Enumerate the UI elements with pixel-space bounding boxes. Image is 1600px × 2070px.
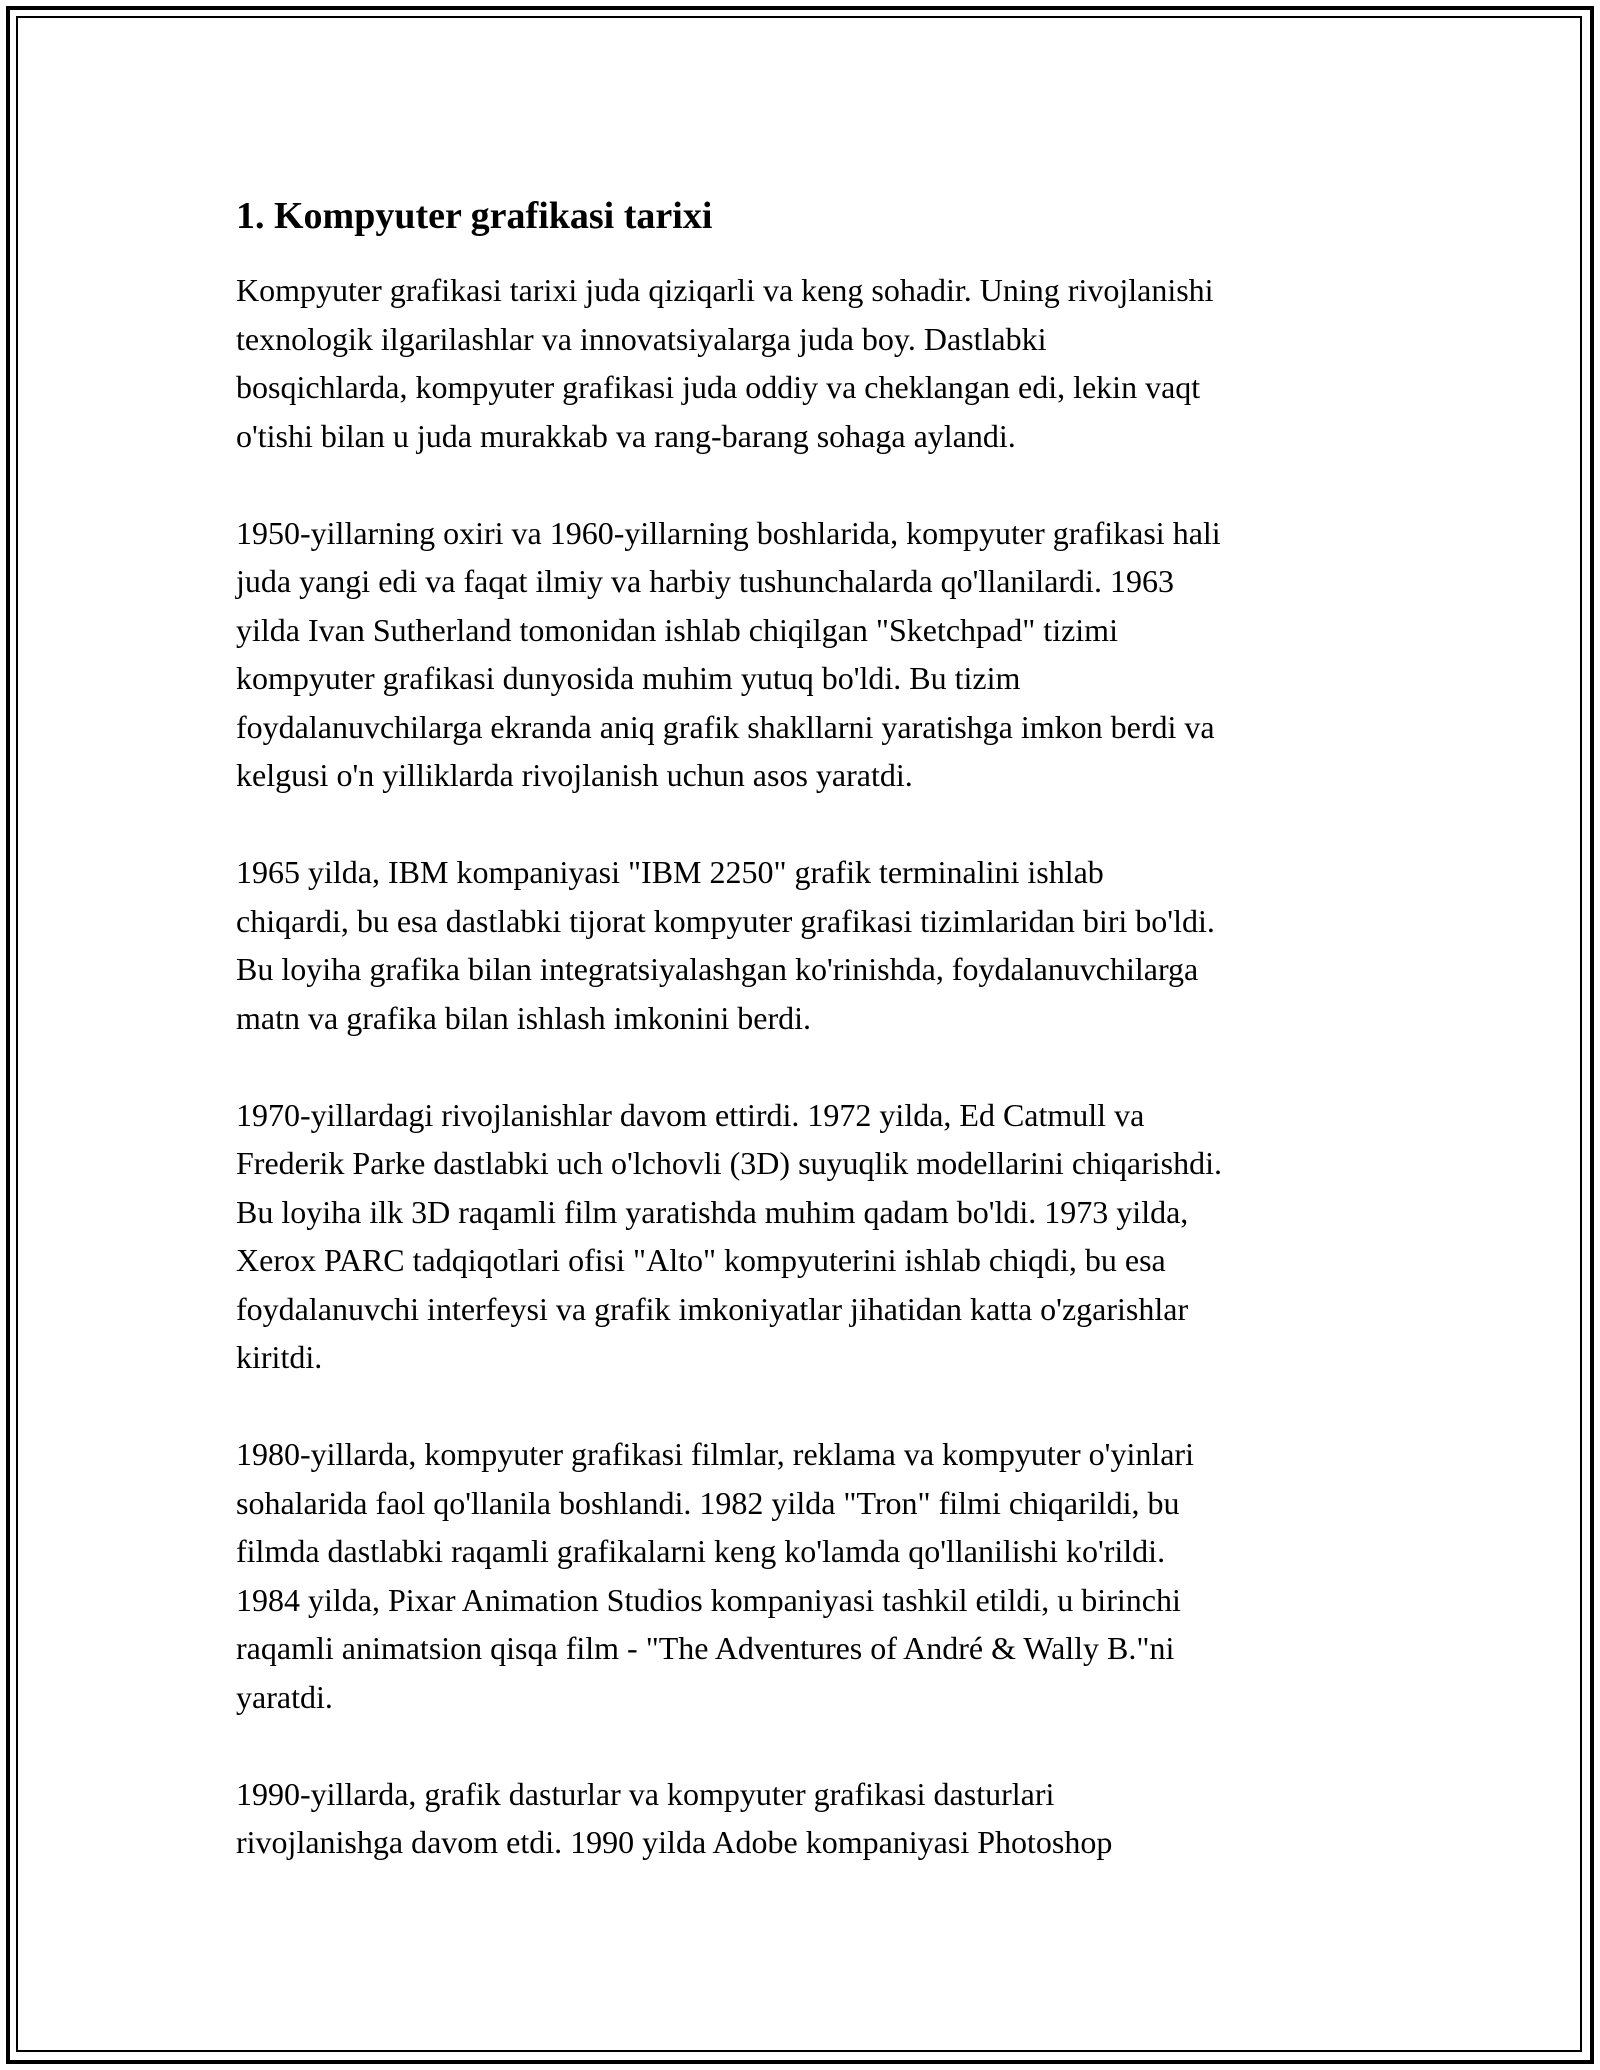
text-line: Bu loyiha ilk 3D raqamli film yaratishda muhim qadam bo'ldi. 1973 yilda, [236, 1193, 1189, 1230]
text-line: kompyuter grafikasi dunyosida muhim yutuq bo'ldi. Bu tizim [236, 660, 1021, 696]
paragraph-1970s [236, 1091, 1386, 1382]
paragraph-1965 [236, 848, 1386, 1042]
text-line: foydalanuvchi interfeysi va grafik imkoniyatlar jihatidan katta o'zgarishlar [236, 1290, 1189, 1327]
text-line: 1965 yilda, IBM kompaniyasi "IBM 2250" grafik terminalini ishlab [236, 854, 1104, 890]
text-line: Xerox PARC tadqiqotlari ofisi "Alto" kompyuterini ishlab chiqdi, bu esa [236, 1242, 1166, 1278]
text-line: bosqichlarda, kompyuter grafikasi juda oddiy va cheklangan edi, lekin vaqt [236, 369, 1201, 405]
text-line: 1950-yillarning oxiri va 1960-yillarning boshlarida, kompyuter grafikasi hali [236, 514, 1221, 551]
text-line: foydalanuvchilarga ekranda aniq grafik shakllarni yaratishga imkon berdi va [236, 708, 1215, 745]
text-line: Kompyuter grafikasi tarixi juda qiziqarli va keng sohadir. Uning rivojlanishi [236, 272, 1214, 308]
text-line: Frederik Parke dastlabki uch o'lchovli (3D) suyuqlik modellarini chiqarishdi. [236, 1145, 1222, 1181]
text-line: o'tishi bilan u juda murakkab va rang-barang sohaga aylandi. [236, 417, 1016, 454]
text-line: kelgusi o'n yilliklarda rivojlanish uchun asos yaratdi. [236, 757, 913, 793]
section-heading: 1. Kompyuter grafikasi tarixi [236, 195, 713, 237]
text-line: filmda dastlabki raqamli grafikalarni keng ko'lamda qo'llanilishi ko'rildi. [236, 1533, 1166, 1569]
text-line: 1990-yillarda, grafik dasturlar va kompyuter grafikasi dasturlari [236, 1775, 1055, 1812]
text-line: chiqardi, bu esa dastlabki tijorat kompyuter grafikasi tizimlaridan biri bo'ldi. [236, 902, 1215, 939]
paragraph-1950s [236, 509, 1386, 800]
paragraph-1980s [236, 1430, 1386, 1721]
text-line: 1980-yillarda, kompyuter grafikasi filmlar, reklama va kompyuter o'yinlari [236, 1436, 1194, 1472]
paragraph-1990s [236, 1770, 1386, 1867]
text-line: kiritdi. [236, 1339, 323, 1375]
text-line: raqamli animatsion qisqa film - "The Adventures of André & Wally B."ni [236, 1630, 1175, 1666]
text-line: 1970-yillardagi rivojlanishlar davom ettirdi. 1972 yilda, Ed Catmull va [236, 1096, 1145, 1133]
text-line: Bu loyiha grafika bilan integratsiyalashgan ko'rinishda, foydalanuvchilarga [236, 951, 1199, 987]
document-body [236, 188, 1386, 1915]
text-line: texnologik ilgarilashlar va innovatsiyalarga juda boy. Dastlabki [236, 320, 1047, 357]
text-line: yaratdi. [236, 1678, 333, 1715]
text-line: sohalarida faol qo'llanila boshlandi. 1982 yilda "Tron" filmi chiqarildi, bu [236, 1484, 1180, 1521]
paragraph-intro [236, 266, 1386, 460]
text-line: juda yangi edi va faqat ilmiy va harbiy tushunchalarda qo'llanilardi. 1963 [236, 563, 1174, 599]
text-line: 1984 yilda, Pixar Animation Studios kompaniyasi tashkil etildi, u birinchi [236, 1581, 1181, 1618]
text-line: matn va grafika bilan ishlash imkonini berdi. [236, 999, 811, 1036]
text-line: yilda Ivan Sutherland tomonidan ishlab chiqilgan "Sketchpad" tizimi [236, 611, 1118, 648]
text-line: rivojlanishga davom etdi. 1990 yilda Adobe kompaniyasi Photoshop [236, 1824, 1113, 1860]
